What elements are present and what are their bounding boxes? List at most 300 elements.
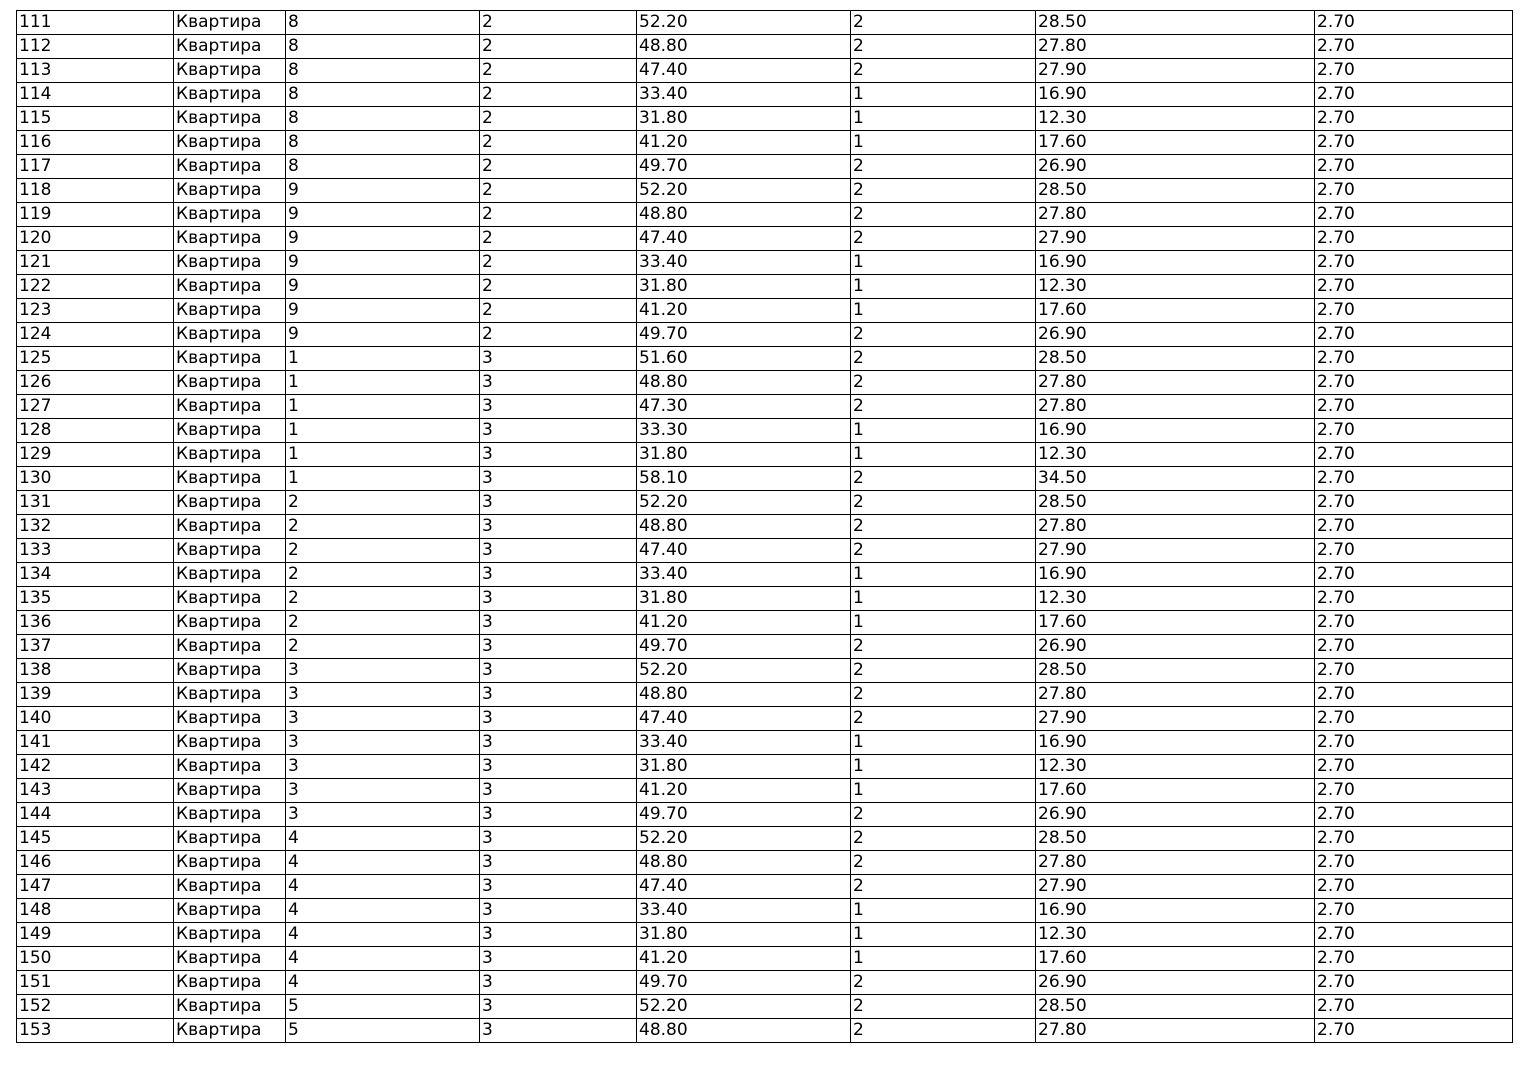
living-area-cell: 26.90 xyxy=(1036,635,1315,659)
table-row xyxy=(17,419,1513,443)
apartment-number: 125 xyxy=(17,347,174,371)
ceiling-height-cell: 2.70 xyxy=(1315,995,1513,1019)
apartment-number: 117 xyxy=(17,155,174,179)
table-row xyxy=(17,347,1513,371)
apartment-number: 140 xyxy=(17,707,174,731)
rooms-cell: 1 xyxy=(851,899,1036,923)
section-cell: 2 xyxy=(480,11,637,35)
total-area-cell: 31.80 xyxy=(637,275,851,299)
ceiling-height-cell: 2.70 xyxy=(1315,371,1513,395)
apartment-number: 129 xyxy=(17,443,174,467)
section-cell: 3 xyxy=(480,635,637,659)
floor-cell: 1 xyxy=(286,395,480,419)
property-type: Квартира xyxy=(174,227,286,251)
apartment-number: 137 xyxy=(17,635,174,659)
ceiling-height-cell: 2.70 xyxy=(1315,251,1513,275)
property-type: Квартира xyxy=(174,875,286,899)
apartment-number: 114 xyxy=(17,83,174,107)
apartment-number: 111 xyxy=(17,11,174,35)
total-area-cell: 33.30 xyxy=(637,419,851,443)
apartment-number: 136 xyxy=(17,611,174,635)
apartment-number: 142 xyxy=(17,755,174,779)
floor-cell: 1 xyxy=(286,419,480,443)
floor-cell: 2 xyxy=(286,539,480,563)
property-type: Квартира xyxy=(174,275,286,299)
living-area-cell: 27.90 xyxy=(1036,59,1315,83)
floor-cell: 3 xyxy=(286,659,480,683)
ceiling-height-cell: 2.70 xyxy=(1315,923,1513,947)
rooms-cell: 2 xyxy=(851,707,1036,731)
property-type: Квартира xyxy=(174,587,286,611)
rooms-cell: 1 xyxy=(851,131,1036,155)
property-type: Квартира xyxy=(174,779,286,803)
table-row xyxy=(17,491,1513,515)
section-cell: 3 xyxy=(480,707,637,731)
living-area-cell: 27.80 xyxy=(1036,515,1315,539)
rooms-cell: 1 xyxy=(851,563,1036,587)
living-area-cell: 27.80 xyxy=(1036,1019,1315,1043)
total-area-cell: 48.80 xyxy=(637,371,851,395)
section-cell: 3 xyxy=(480,563,637,587)
apartment-number: 124 xyxy=(17,323,174,347)
floor-cell: 2 xyxy=(286,635,480,659)
living-area-cell: 17.60 xyxy=(1036,131,1315,155)
total-area-cell: 52.20 xyxy=(637,179,851,203)
living-area-cell: 27.90 xyxy=(1036,875,1315,899)
rooms-cell: 2 xyxy=(851,371,1036,395)
total-area-cell: 48.80 xyxy=(637,35,851,59)
total-area-cell: 41.20 xyxy=(637,947,851,971)
total-area-cell: 49.70 xyxy=(637,635,851,659)
section-cell: 3 xyxy=(480,899,637,923)
section-cell: 3 xyxy=(480,539,637,563)
apartment-number: 113 xyxy=(17,59,174,83)
apartment-number: 150 xyxy=(17,947,174,971)
rooms-cell: 2 xyxy=(851,1019,1036,1043)
property-type: Квартира xyxy=(174,683,286,707)
rooms-cell: 2 xyxy=(851,59,1036,83)
table-row xyxy=(17,659,1513,683)
table-row xyxy=(17,851,1513,875)
floor-cell: 4 xyxy=(286,851,480,875)
total-area-cell: 47.40 xyxy=(637,59,851,83)
table-row xyxy=(17,443,1513,467)
ceiling-height-cell: 2.70 xyxy=(1315,755,1513,779)
apartment-number: 141 xyxy=(17,731,174,755)
floor-cell: 8 xyxy=(286,35,480,59)
table-row xyxy=(17,83,1513,107)
property-type: Квартира xyxy=(174,803,286,827)
apartment-number: 128 xyxy=(17,419,174,443)
ceiling-height-cell: 2.70 xyxy=(1315,875,1513,899)
table-row xyxy=(17,611,1513,635)
ceiling-height-cell: 2.70 xyxy=(1315,35,1513,59)
rooms-cell: 2 xyxy=(851,491,1036,515)
apartment-number: 130 xyxy=(17,467,174,491)
property-type: Квартира xyxy=(174,731,286,755)
floor-cell: 1 xyxy=(286,347,480,371)
living-area-cell: 12.30 xyxy=(1036,443,1315,467)
total-area-cell: 31.80 xyxy=(637,107,851,131)
table-row xyxy=(17,563,1513,587)
property-type: Квартира xyxy=(174,539,286,563)
living-area-cell: 27.80 xyxy=(1036,395,1315,419)
rooms-cell: 1 xyxy=(851,611,1036,635)
floor-cell: 8 xyxy=(286,11,480,35)
table-row xyxy=(17,467,1513,491)
table-row xyxy=(17,251,1513,275)
apartment-number: 146 xyxy=(17,851,174,875)
ceiling-height-cell: 2.70 xyxy=(1315,395,1513,419)
apartment-number: 118 xyxy=(17,179,174,203)
rooms-cell: 1 xyxy=(851,275,1036,299)
floor-cell: 3 xyxy=(286,707,480,731)
ceiling-height-cell: 2.70 xyxy=(1315,851,1513,875)
living-area-cell: 27.80 xyxy=(1036,371,1315,395)
living-area-cell: 28.50 xyxy=(1036,179,1315,203)
section-cell: 2 xyxy=(480,155,637,179)
ceiling-height-cell: 2.70 xyxy=(1315,227,1513,251)
ceiling-height-cell: 2.70 xyxy=(1315,179,1513,203)
ceiling-height-cell: 2.70 xyxy=(1315,611,1513,635)
total-area-cell: 48.80 xyxy=(637,515,851,539)
ceiling-height-cell: 2.70 xyxy=(1315,467,1513,491)
property-type: Квартира xyxy=(174,155,286,179)
property-type: Квартира xyxy=(174,203,286,227)
table-row xyxy=(17,1019,1513,1043)
property-type: Квартира xyxy=(174,491,286,515)
floor-cell: 4 xyxy=(286,875,480,899)
rooms-cell: 2 xyxy=(851,659,1036,683)
rooms-cell: 2 xyxy=(851,11,1036,35)
section-cell: 2 xyxy=(480,83,637,107)
total-area-cell: 48.80 xyxy=(637,203,851,227)
rooms-cell: 2 xyxy=(851,467,1036,491)
living-area-cell: 16.90 xyxy=(1036,563,1315,587)
total-area-cell: 58.10 xyxy=(637,467,851,491)
table-row xyxy=(17,707,1513,731)
floor-cell: 4 xyxy=(286,971,480,995)
rooms-cell: 2 xyxy=(851,203,1036,227)
section-cell: 2 xyxy=(480,35,637,59)
section-cell: 3 xyxy=(480,827,637,851)
ceiling-height-cell: 2.70 xyxy=(1315,899,1513,923)
table-row xyxy=(17,635,1513,659)
total-area-cell: 33.40 xyxy=(637,563,851,587)
rooms-cell: 2 xyxy=(851,347,1036,371)
rooms-cell: 2 xyxy=(851,803,1036,827)
table-row xyxy=(17,155,1513,179)
apartment-number: 151 xyxy=(17,971,174,995)
total-area-cell: 52.20 xyxy=(637,995,851,1019)
floor-cell: 2 xyxy=(286,491,480,515)
total-area-cell: 49.70 xyxy=(637,155,851,179)
section-cell: 2 xyxy=(480,251,637,275)
property-type: Квартира xyxy=(174,179,286,203)
floor-cell: 9 xyxy=(286,275,480,299)
rooms-cell: 1 xyxy=(851,923,1036,947)
property-type: Квартира xyxy=(174,923,286,947)
living-area-cell: 16.90 xyxy=(1036,899,1315,923)
living-area-cell: 28.50 xyxy=(1036,491,1315,515)
total-area-cell: 41.20 xyxy=(637,299,851,323)
apartment-number: 131 xyxy=(17,491,174,515)
property-type: Квартира xyxy=(174,107,286,131)
rooms-cell: 2 xyxy=(851,515,1036,539)
ceiling-height-cell: 2.70 xyxy=(1315,683,1513,707)
ceiling-height-cell: 2.70 xyxy=(1315,635,1513,659)
section-cell: 2 xyxy=(480,107,637,131)
property-type: Квартира xyxy=(174,995,286,1019)
floor-cell: 2 xyxy=(286,587,480,611)
ceiling-height-cell: 2.70 xyxy=(1315,443,1513,467)
living-area-cell: 27.90 xyxy=(1036,227,1315,251)
apartment-number: 119 xyxy=(17,203,174,227)
total-area-cell: 48.80 xyxy=(637,1019,851,1043)
floor-cell: 9 xyxy=(286,179,480,203)
living-area-cell: 17.60 xyxy=(1036,947,1315,971)
rooms-cell: 1 xyxy=(851,731,1036,755)
rooms-cell: 2 xyxy=(851,851,1036,875)
apartment-number: 122 xyxy=(17,275,174,299)
table-row xyxy=(17,227,1513,251)
living-area-cell: 27.80 xyxy=(1036,203,1315,227)
rooms-cell: 2 xyxy=(851,227,1036,251)
table-row xyxy=(17,779,1513,803)
property-type: Квартира xyxy=(174,251,286,275)
rooms-cell: 1 xyxy=(851,947,1036,971)
floor-cell: 1 xyxy=(286,467,480,491)
ceiling-height-cell: 2.70 xyxy=(1315,563,1513,587)
total-area-cell: 47.40 xyxy=(637,875,851,899)
floor-cell: 5 xyxy=(286,995,480,1019)
ceiling-height-cell: 2.70 xyxy=(1315,83,1513,107)
section-cell: 3 xyxy=(480,971,637,995)
floor-cell: 8 xyxy=(286,59,480,83)
floor-cell: 3 xyxy=(286,779,480,803)
total-area-cell: 52.20 xyxy=(637,11,851,35)
rooms-cell: 1 xyxy=(851,107,1036,131)
floor-cell: 8 xyxy=(286,155,480,179)
living-area-cell: 28.50 xyxy=(1036,659,1315,683)
living-area-cell: 26.90 xyxy=(1036,323,1315,347)
total-area-cell: 33.40 xyxy=(637,899,851,923)
apartment-number: 134 xyxy=(17,563,174,587)
apartment-number: 147 xyxy=(17,875,174,899)
floor-cell: 1 xyxy=(286,443,480,467)
table-row xyxy=(17,587,1513,611)
section-cell: 3 xyxy=(480,947,637,971)
floor-cell: 9 xyxy=(286,227,480,251)
apartments-table-body xyxy=(17,11,1513,1043)
rooms-cell: 2 xyxy=(851,971,1036,995)
apartment-number: 145 xyxy=(17,827,174,851)
floor-cell: 3 xyxy=(286,803,480,827)
total-area-cell: 33.40 xyxy=(637,83,851,107)
section-cell: 2 xyxy=(480,131,637,155)
floor-cell: 3 xyxy=(286,755,480,779)
section-cell: 3 xyxy=(480,587,637,611)
table-row xyxy=(17,299,1513,323)
apartment-number: 115 xyxy=(17,107,174,131)
apartment-number: 116 xyxy=(17,131,174,155)
section-cell: 3 xyxy=(480,731,637,755)
total-area-cell: 33.40 xyxy=(637,251,851,275)
total-area-cell: 41.20 xyxy=(637,131,851,155)
property-type: Квартира xyxy=(174,611,286,635)
living-area-cell: 27.80 xyxy=(1036,35,1315,59)
property-type: Квартира xyxy=(174,827,286,851)
rooms-cell: 1 xyxy=(851,419,1036,443)
table-row xyxy=(17,755,1513,779)
property-type: Квартира xyxy=(174,419,286,443)
property-type: Квартира xyxy=(174,11,286,35)
living-area-cell: 17.60 xyxy=(1036,779,1315,803)
section-cell: 3 xyxy=(480,467,637,491)
floor-cell: 3 xyxy=(286,731,480,755)
property-type: Квартира xyxy=(174,659,286,683)
ceiling-height-cell: 2.70 xyxy=(1315,11,1513,35)
table-row xyxy=(17,131,1513,155)
living-area-cell: 34.50 xyxy=(1036,467,1315,491)
living-area-cell: 12.30 xyxy=(1036,923,1315,947)
property-type: Квартира xyxy=(174,635,286,659)
living-area-cell: 28.50 xyxy=(1036,827,1315,851)
rooms-cell: 1 xyxy=(851,83,1036,107)
ceiling-height-cell: 2.70 xyxy=(1315,1019,1513,1043)
property-type: Квартира xyxy=(174,899,286,923)
section-cell: 3 xyxy=(480,611,637,635)
table-row xyxy=(17,995,1513,1019)
floor-cell: 9 xyxy=(286,203,480,227)
table-row xyxy=(17,899,1513,923)
ceiling-height-cell: 2.70 xyxy=(1315,155,1513,179)
property-type: Квартира xyxy=(174,347,286,371)
living-area-cell: 12.30 xyxy=(1036,587,1315,611)
property-type: Квартира xyxy=(174,35,286,59)
living-area-cell: 27.90 xyxy=(1036,707,1315,731)
rooms-cell: 1 xyxy=(851,443,1036,467)
property-type: Квартира xyxy=(174,515,286,539)
ceiling-height-cell: 2.70 xyxy=(1315,323,1513,347)
table-row xyxy=(17,875,1513,899)
living-area-cell: 12.30 xyxy=(1036,275,1315,299)
living-area-cell: 28.50 xyxy=(1036,347,1315,371)
ceiling-height-cell: 2.70 xyxy=(1315,203,1513,227)
total-area-cell: 47.40 xyxy=(637,707,851,731)
living-area-cell: 17.60 xyxy=(1036,611,1315,635)
rooms-cell: 2 xyxy=(851,539,1036,563)
table-row xyxy=(17,371,1513,395)
total-area-cell: 47.40 xyxy=(637,227,851,251)
total-area-cell: 49.70 xyxy=(637,803,851,827)
total-area-cell: 31.80 xyxy=(637,923,851,947)
apartment-number: 149 xyxy=(17,923,174,947)
floor-cell: 8 xyxy=(286,83,480,107)
section-cell: 3 xyxy=(480,419,637,443)
total-area-cell: 31.80 xyxy=(637,587,851,611)
living-area-cell: 26.90 xyxy=(1036,155,1315,179)
ceiling-height-cell: 2.70 xyxy=(1315,707,1513,731)
apartment-number: 153 xyxy=(17,1019,174,1043)
table-row xyxy=(17,323,1513,347)
property-type: Квартира xyxy=(174,467,286,491)
rooms-cell: 1 xyxy=(851,251,1036,275)
apartment-number: 144 xyxy=(17,803,174,827)
living-area-cell: 28.50 xyxy=(1036,11,1315,35)
ceiling-height-cell: 2.70 xyxy=(1315,491,1513,515)
apartment-number: 112 xyxy=(17,35,174,59)
table-row xyxy=(17,179,1513,203)
ceiling-height-cell: 2.70 xyxy=(1315,731,1513,755)
rooms-cell: 2 xyxy=(851,323,1036,347)
table-row xyxy=(17,971,1513,995)
ceiling-height-cell: 2.70 xyxy=(1315,539,1513,563)
property-type: Квартира xyxy=(174,851,286,875)
living-area-cell: 27.80 xyxy=(1036,851,1315,875)
property-type: Квартира xyxy=(174,755,286,779)
total-area-cell: 41.20 xyxy=(637,611,851,635)
table-row xyxy=(17,539,1513,563)
ceiling-height-cell: 2.70 xyxy=(1315,107,1513,131)
ceiling-height-cell: 2.70 xyxy=(1315,971,1513,995)
total-area-cell: 31.80 xyxy=(637,755,851,779)
ceiling-height-cell: 2.70 xyxy=(1315,587,1513,611)
property-type: Квартира xyxy=(174,299,286,323)
rooms-cell: 2 xyxy=(851,35,1036,59)
property-type: Квартира xyxy=(174,707,286,731)
table-row xyxy=(17,827,1513,851)
apartment-number: 148 xyxy=(17,899,174,923)
property-type: Квартира xyxy=(174,971,286,995)
living-area-cell: 27.80 xyxy=(1036,683,1315,707)
floor-cell: 2 xyxy=(286,515,480,539)
living-area-cell: 26.90 xyxy=(1036,803,1315,827)
living-area-cell: 16.90 xyxy=(1036,83,1315,107)
section-cell: 2 xyxy=(480,275,637,299)
total-area-cell: 31.80 xyxy=(637,443,851,467)
section-cell: 2 xyxy=(480,203,637,227)
section-cell: 3 xyxy=(480,995,637,1019)
property-type: Квартира xyxy=(174,323,286,347)
table-row xyxy=(17,275,1513,299)
living-area-cell: 26.90 xyxy=(1036,971,1315,995)
property-type: Квартира xyxy=(174,443,286,467)
floor-cell: 4 xyxy=(286,899,480,923)
floor-cell: 4 xyxy=(286,827,480,851)
ceiling-height-cell: 2.70 xyxy=(1315,827,1513,851)
living-area-cell: 12.30 xyxy=(1036,755,1315,779)
table-row xyxy=(17,683,1513,707)
table-row xyxy=(17,395,1513,419)
property-type: Квартира xyxy=(174,131,286,155)
section-cell: 3 xyxy=(480,347,637,371)
ceiling-height-cell: 2.70 xyxy=(1315,275,1513,299)
table-row xyxy=(17,59,1513,83)
property-type: Квартира xyxy=(174,947,286,971)
section-cell: 3 xyxy=(480,395,637,419)
floor-cell: 9 xyxy=(286,299,480,323)
table-row xyxy=(17,203,1513,227)
ceiling-height-cell: 2.70 xyxy=(1315,659,1513,683)
ceiling-height-cell: 2.70 xyxy=(1315,299,1513,323)
apartment-number: 127 xyxy=(17,395,174,419)
ceiling-height-cell: 2.70 xyxy=(1315,131,1513,155)
apartment-number: 132 xyxy=(17,515,174,539)
living-area-cell: 16.90 xyxy=(1036,731,1315,755)
apartment-number: 123 xyxy=(17,299,174,323)
property-type: Квартира xyxy=(174,59,286,83)
